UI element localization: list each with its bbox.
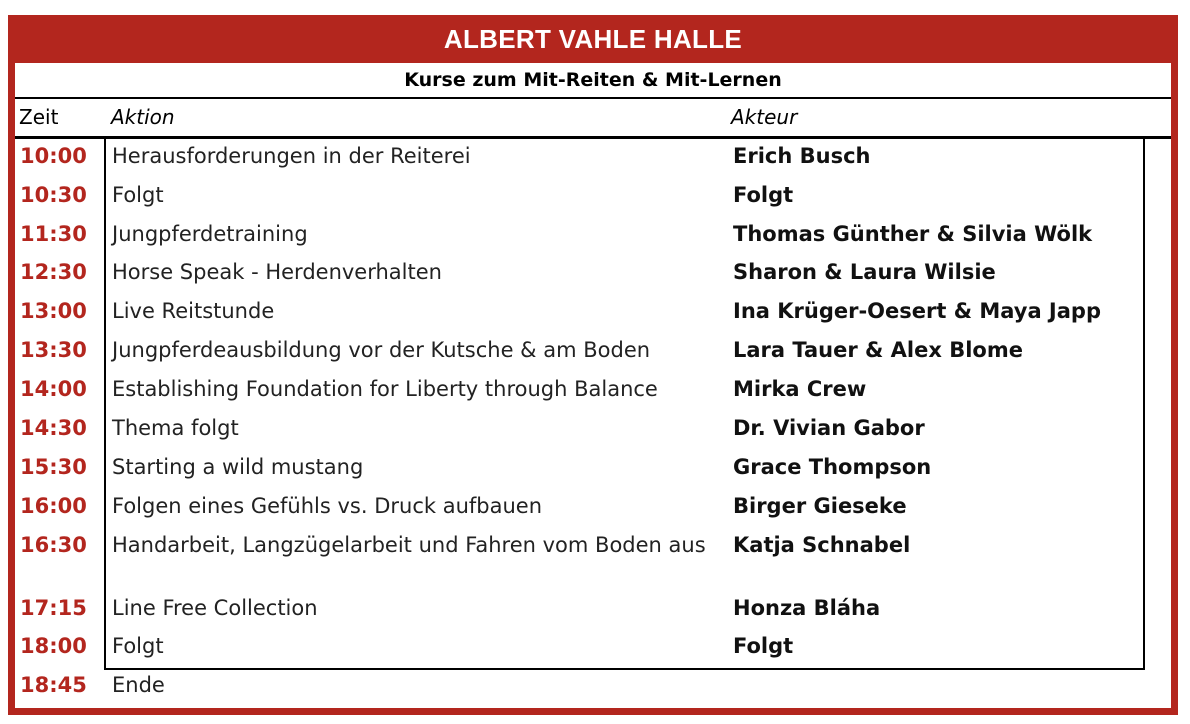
row-time: 16:00 <box>20 494 87 518</box>
row-actor: Lara Tauer & Alex Blome <box>733 338 1023 362</box>
schedule-frame <box>8 15 1178 715</box>
header-time: Zeit <box>19 105 59 129</box>
row-actor: Katja Schnabel <box>733 533 911 557</box>
schedule-subtitle: Kurse zum Mit-Reiten & Mit-Lernen <box>15 63 1171 99</box>
row-time: 10:30 <box>20 183 87 207</box>
row-action: Jungpferdetraining <box>112 222 308 246</box>
row-actor: Folgt <box>733 183 794 207</box>
row-action: Line Free Collection <box>112 596 318 620</box>
row-actor: Erich Busch <box>733 144 871 168</box>
row-action: Handarbeit, Langzügelarbeit und Fahren vom Boden aus <box>112 533 706 557</box>
header-actor: Akteur <box>731 105 798 129</box>
row-action: Thema folgt <box>112 416 239 440</box>
row-actor: Mirka Crew <box>733 377 867 401</box>
row-actor: Grace Thompson <box>733 455 932 479</box>
row-time: 11:30 <box>20 222 87 246</box>
row-action: Jungpferdeausbildung vor der Kutsche & am Boden <box>112 338 651 362</box>
row-time: 18:45 <box>20 673 87 697</box>
row-time: 17:15 <box>20 596 87 620</box>
row-actor: Ina Krüger-Oesert & Maya Japp <box>733 299 1101 323</box>
row-actor: Sharon & Laura Wilsie <box>733 260 996 284</box>
row-time: 13:00 <box>20 299 87 323</box>
row-time: 13:30 <box>20 338 87 362</box>
column-header-row <box>15 101 1171 139</box>
row-time: 16:30 <box>20 533 87 557</box>
row-actor: Folgt <box>733 634 794 658</box>
row-time: 10:00 <box>20 144 87 168</box>
header-action: Aktion <box>111 105 175 129</box>
row-time: 15:30 <box>20 455 87 479</box>
row-action: Folgen eines Gefühls vs. Druck aufbauen <box>112 494 543 518</box>
row-time: 18:00 <box>20 634 87 658</box>
row-action: Herausforderungen in der Reiterei <box>112 144 471 168</box>
row-actor: Birger Gieseke <box>733 494 907 518</box>
row-action: Horse Speak - Herdenverhalten <box>112 260 442 284</box>
row-actor: Dr. Vivian Gabor <box>733 416 925 440</box>
row-action: Live Reitstunde <box>112 299 275 323</box>
row-action: Starting a wild mustang <box>112 455 364 479</box>
row-action: Ende <box>112 673 165 697</box>
hall-title: ALBERT VAHLE HALLE <box>15 15 1171 63</box>
row-actor: Thomas Günther & Silvia Wölk <box>733 222 1093 246</box>
row-action: Establishing Foundation for Liberty through Balance <box>112 377 658 401</box>
row-time: 12:30 <box>20 260 87 284</box>
row-action: Folgt <box>112 183 164 207</box>
row-action: Folgt <box>112 634 164 658</box>
row-time: 14:00 <box>20 377 87 401</box>
row-actor: Honza Bláha <box>733 596 881 620</box>
row-time: 14:30 <box>20 416 87 440</box>
